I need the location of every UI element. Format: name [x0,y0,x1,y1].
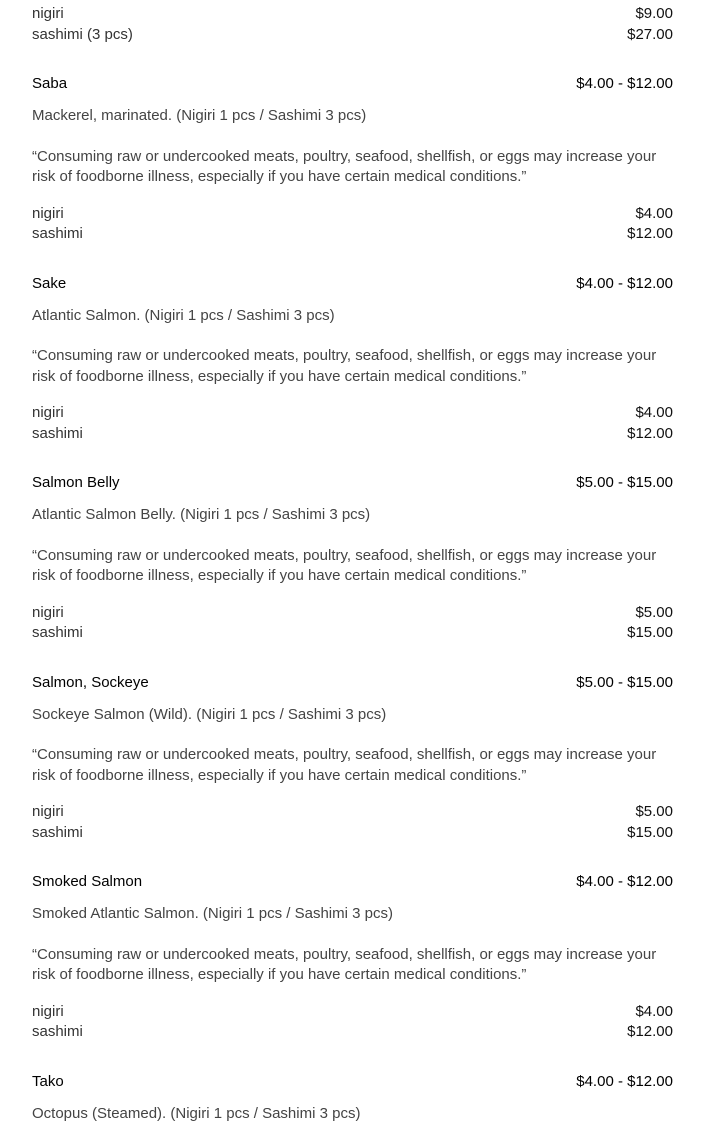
variant-list [32,4,673,45]
variant-price: $5.00 [635,803,673,820]
variant-list [32,1002,673,1043]
variant-row[interactable] [32,623,673,644]
menu-item[interactable] [32,473,673,644]
variant-price: $5.00 [635,603,673,621]
menu-item-header [32,74,673,94]
variant-name: nigiri [32,5,64,22]
variant-name: nigiri [32,204,64,222]
variant-row[interactable] [32,424,673,445]
variant-price: $12.00 [627,424,673,442]
menu-item-name: Saba [32,75,68,92]
menu-item-price-range: $4.00 - $12.00 [576,873,673,890]
variant-price: $15.00 [627,823,673,841]
variant-price: $4.00 [635,204,673,222]
variant-name: sashimi (3 pcs) [32,25,133,43]
variant-row[interactable] [32,25,673,46]
variant-name: nigiri [32,404,64,421]
variant-name: sashimi [32,823,83,841]
variant-price: $27.00 [627,25,673,43]
variant-price: $15.00 [627,624,673,641]
menu-item[interactable] [32,1072,673,1124]
variant-name: sashimi [32,424,83,442]
variant-name: nigiri [32,603,64,621]
menu-item-name: Sake [32,274,67,292]
variant-price: $4.00 [635,404,673,421]
menu-item-price-range: $4.00 - $12.00 [576,1072,673,1090]
menu-item-description: Atlantic Salmon. (Nigiri 1 pcs / Sashimi 3 pcs) [32,306,335,324]
variant-list [32,204,673,245]
menu-item-name: Tako [32,1072,64,1090]
variant-list [32,403,673,444]
menu-item-description: Mackerel, marinated. (Nigiri 1 pcs / Sashimi 3 pcs) [32,107,367,124]
variant-row[interactable] [32,204,673,225]
variant-row[interactable] [32,1002,673,1023]
menu-item-header [32,673,673,693]
variant-price: $12.00 [627,225,673,242]
menu-item-price-range: $5.00 - $15.00 [576,474,673,491]
variant-row[interactable] [32,823,673,844]
variant-name: sashimi [32,1023,83,1040]
menu-item-header [32,473,673,493]
menu-item-description: Smoked Atlantic Salmon. (Nigiri 1 pcs / Sashimi 3 pcs) [32,905,393,922]
variant-row[interactable] [32,4,673,25]
consumer-advisory: “Consuming raw or undercooked meats, poultry, seafood, shellfish, or eggs may increase your risk of foodborne illness, especially if you have certain medical conditions.” [32,147,657,185]
menu-item-description: Octopus (Steamed). (Nigiri 1 pcs / Sashimi 3 pcs) [32,1104,361,1122]
variant-list [32,603,673,644]
variant-price: $4.00 [635,1002,673,1020]
menu-item-description: Atlantic Salmon Belly. (Nigiri 1 pcs / Sashimi 3 pcs) [32,506,371,523]
variant-name: sashimi [32,225,83,242]
variant-price: $12.00 [627,1023,673,1040]
menu-item-price-range: $4.00 - $12.00 [576,274,673,292]
variant-name: nigiri [32,1002,64,1020]
variant-row[interactable] [32,1022,673,1043]
menu-item-price-range: $5.00 - $15.00 [576,673,673,691]
menu-item-name: Salmon, Sockeye [32,673,149,691]
consumer-advisory: “Consuming raw or undercooked meats, poultry, seafood, shellfish, or eggs may increase your risk of foodborne illness, especially if you have certain medical conditions.” [32,945,657,983]
variant-row[interactable] [32,802,673,823]
variant-row[interactable] [32,224,673,245]
menu-item[interactable] [32,872,673,1043]
sushi-menu-list [32,4,673,1124]
menu-item-name: Salmon Belly [32,474,120,491]
variant-list [32,802,673,843]
variant-name: nigiri [32,803,64,820]
variant-row[interactable] [32,403,673,424]
menu-item-price-range: $4.00 - $12.00 [576,75,673,92]
menu-item[interactable] [32,673,673,844]
menu-item-header [32,1072,673,1092]
menu-item[interactable] [32,74,673,245]
consumer-advisory: “Consuming raw or undercooked meats, poultry, seafood, shellfish, or eggs may increase your risk of foodborne illness, especially if you have certain medical conditions.” [32,746,657,784]
menu-item-name: Smoked Salmon [32,873,143,890]
variant-price: $9.00 [635,5,673,22]
menu-item[interactable] [32,274,673,445]
variant-name: sashimi [32,624,83,641]
consumer-advisory: “Consuming raw or undercooked meats, poultry, seafood, shellfish, or eggs may increase your risk of foodborne illness, especially if you have certain medical conditions.” [32,546,657,584]
variant-row[interactable] [32,603,673,624]
menu-item-header [32,872,673,892]
menu-item-description: Sockeye Salmon (Wild). (Nigiri 1 pcs / Sashimi 3 pcs) [32,705,387,723]
menu-item-header [32,274,673,294]
consumer-advisory: “Consuming raw or undercooked meats, poultry, seafood, shellfish, or eggs may increase your risk of foodborne illness, especially if you have certain medical conditions.” [32,347,657,385]
